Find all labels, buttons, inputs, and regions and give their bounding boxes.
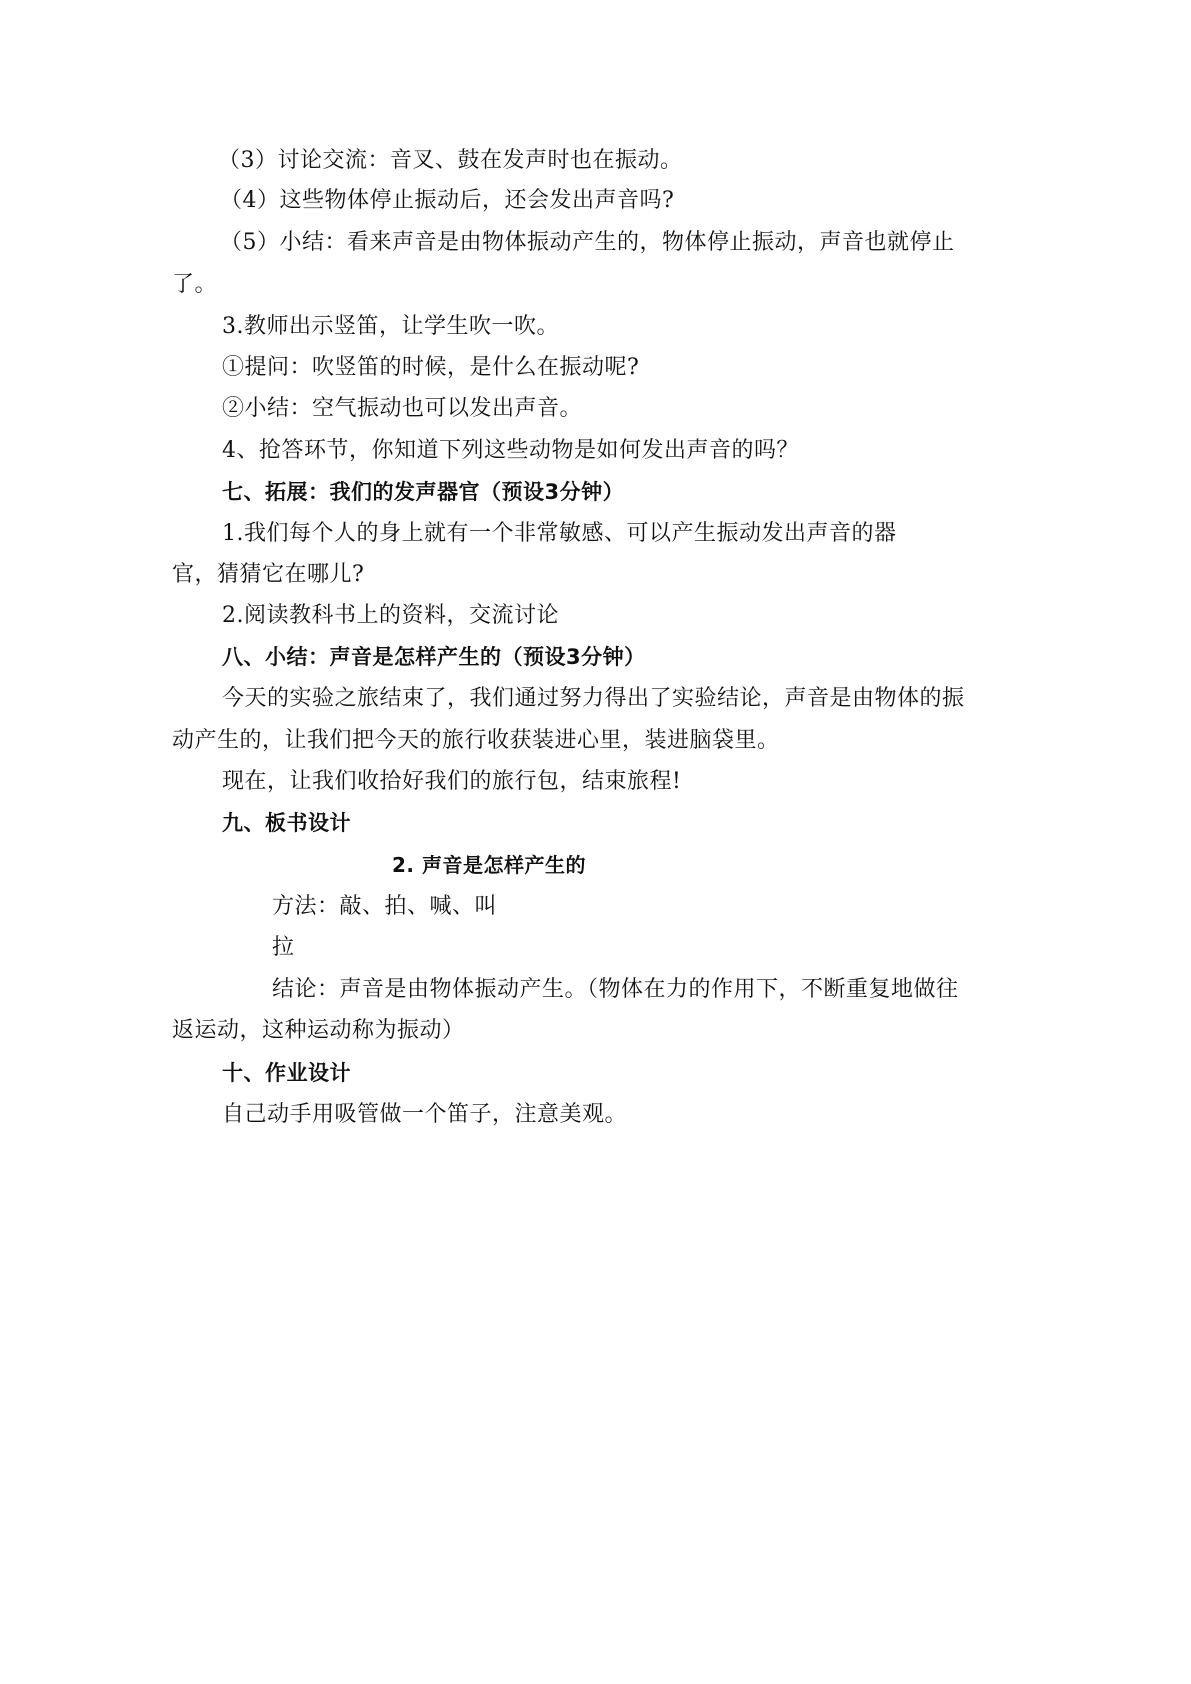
text-line: 今天的实验之旅结束了，我们通过努力得出了实验结论，声音是由物体的振 bbox=[222, 686, 965, 711]
text-line: 动产生的，让我们把今天的旅行收获装进心里，装进脑袋里。 bbox=[172, 728, 780, 753]
text-line: 了。 bbox=[172, 272, 218, 297]
text-line: 2.阅读教科书上的资料，交流讨论 bbox=[222, 603, 559, 628]
text-line: 4、抢答环节，你知道下列这些动物是如何发出声音的吗？ bbox=[222, 438, 799, 463]
text-line: 返运动，这种运动称为振动） bbox=[172, 1018, 465, 1043]
section-heading-board-design: 九、板书设计 bbox=[222, 811, 351, 835]
text-line: ①提问：吹竖笛的时候，是什么在振动呢? bbox=[222, 355, 640, 380]
section-heading-extension: 七、拓展：我们的发声器官（预设3分钟） bbox=[222, 480, 625, 504]
section-heading-summary: 八、小结：声音是怎样产生的（预设3分钟） bbox=[222, 645, 646, 669]
text-line: ②小结：空气振动也可以发出声音。 bbox=[222, 396, 583, 421]
text-line: 3.教师出示竖笛，让学生吹一吹。 bbox=[222, 314, 559, 339]
text-line: （5）小结：看来声音是由物体振动产生的，物体停止振动，声音也就停止 bbox=[220, 230, 955, 255]
text-line: （4）这些物体停止振动后，还会发出声音吗? bbox=[220, 188, 675, 213]
text-line: 官，猜猜它在哪儿? bbox=[172, 562, 365, 587]
board-title: 2. 声音是怎样产生的 bbox=[392, 853, 586, 877]
text-line: 拉 bbox=[272, 935, 295, 960]
text-line: 1.我们每个人的身上就有一个非常敏感、可以产生振动发出声音的器 bbox=[222, 521, 897, 546]
text-line: 自己动手用吸管做一个笛子，注意美观。 bbox=[222, 1102, 628, 1127]
text-line: 现在，让我们收拾好我们的旅行包，结束旅程! bbox=[222, 769, 682, 794]
text-line: （3）讨论交流：音叉、鼓在发声时也在振动。 bbox=[218, 148, 683, 173]
text-line: 方法：敲、拍、喊、叫 bbox=[272, 894, 498, 919]
section-heading-homework: 十、作业设计 bbox=[222, 1061, 351, 1085]
text-line: 结论：声音是由物体振动产生。（物体在力的作用下，不断重复地做往 bbox=[272, 977, 959, 1002]
